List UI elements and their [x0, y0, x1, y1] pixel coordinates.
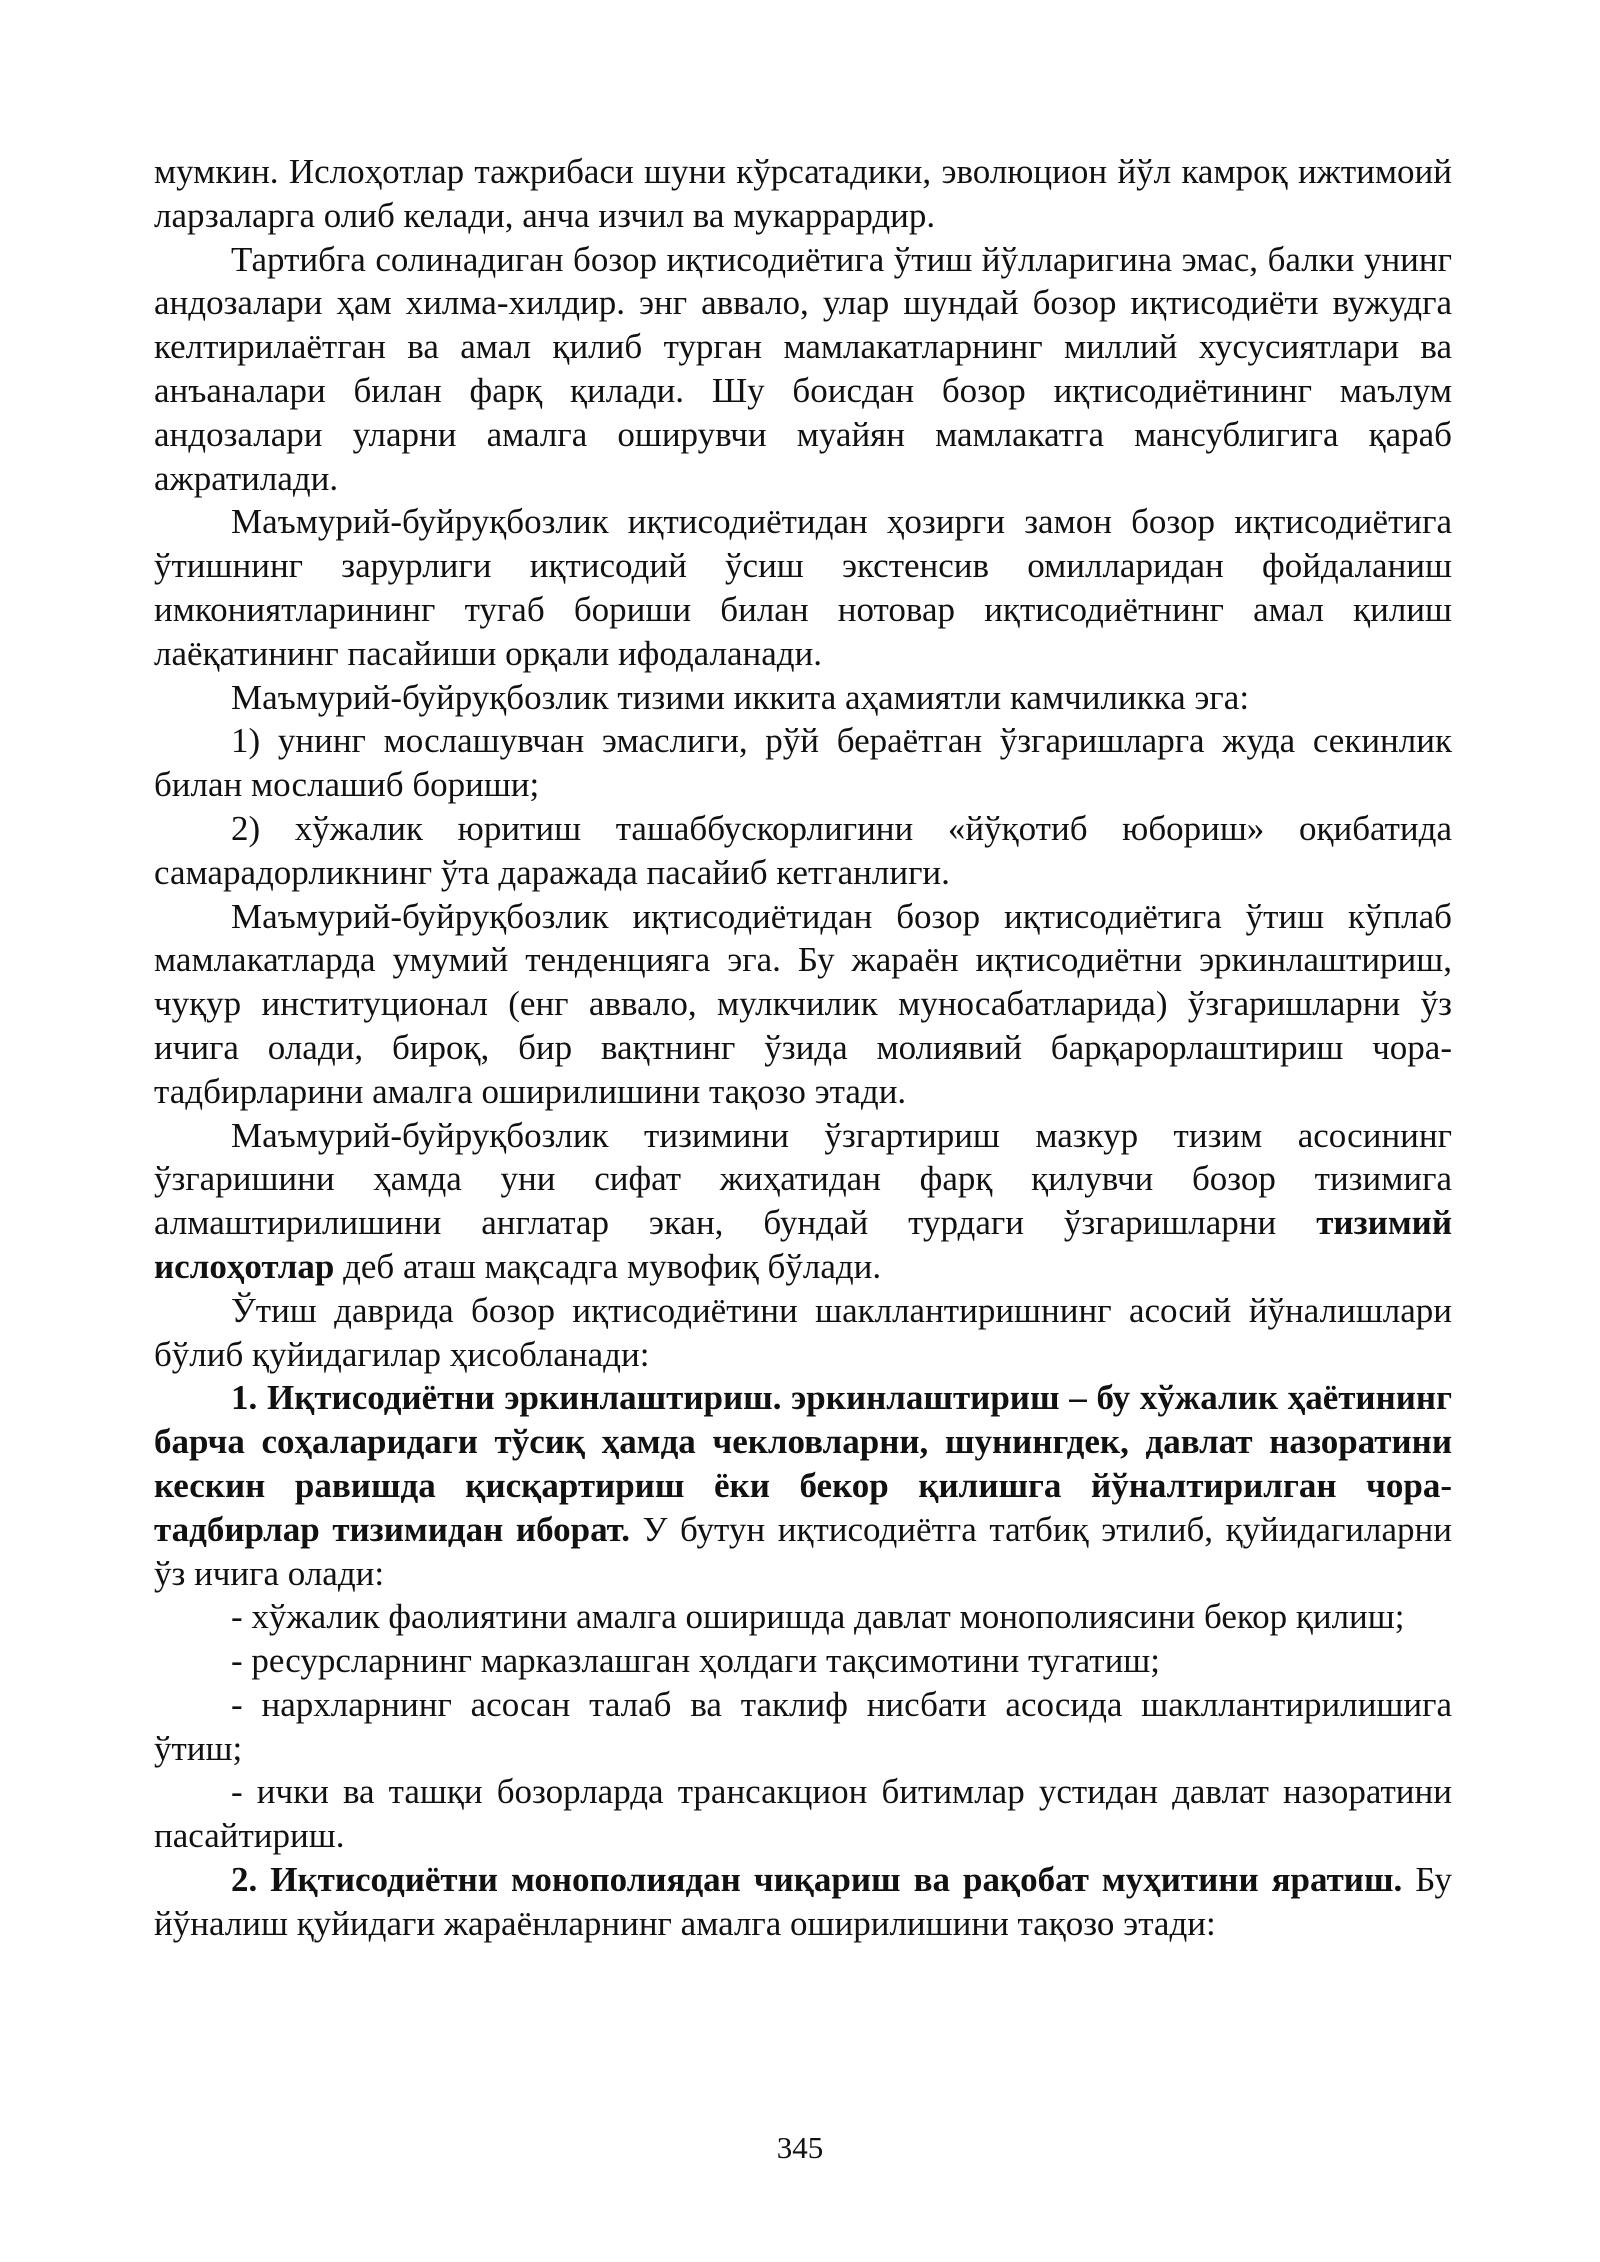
paragraph-text: деб аташ мақсадга мувофиқ бўлади. — [334, 1246, 882, 1286]
document-body — [154, 150, 1452, 1946]
paragraph: Маъмурий-буйруқбозлик иқтисодиётидан ҳозирги замон бозор иқтисодиётига ўтишнинг зарурлиги иқтисодий ўсиш экстенсив омилларидан фойдаланиш имкониятларининг тугаб бориши билан нотовар иқтисодиётнинг амал қилиш лаёқатининг пасайиши орқали ифодаланади. — [154, 502, 1452, 673]
list-item: - ресурсларнинг марказлашган ҳолдаги тақсимотини тугатиш; — [231, 1641, 1160, 1681]
paragraph: мумкин. Ислоҳотлар тажрибаси шуни кўрсатадики, эволюцион йўл камроқ ижтимоий ларзаларга олиб келади, анча изчил ва мукаррардир. — [154, 152, 1452, 235]
list-item: 2) хўжалик юритиш ташаббускорлигини «йўқотиб юбориш» оқибатида самарадорликнинг ўта даражада пасайиб кетганлиги. — [154, 808, 1452, 892]
list-item: 1) унинг мослашувчан эмаслиги, рўй бераётган ўзгаришларга жуда секинлик билан мослашиб бориши; — [154, 721, 1452, 805]
paragraph — [154, 1114, 1452, 1289]
list-item: - нархларнинг асосан талаб ва таклиф нисбати асосида шакллантирилишига ўтиш; — [154, 1684, 1452, 1768]
page-number: 345 — [776, 2130, 824, 2165]
paragraph-text: Бу йўналиш қуйидаги жараёнларнинг амалга оширилишини тақозо этади: — [154, 1860, 1452, 1943]
bold-term: тизимий ислоҳотлар — [154, 1203, 1452, 1286]
paragraph-text: У бутун иқтисодиётга татбиқ этилиб, қуйидагиларни ўз ичига олади: — [154, 1509, 1452, 1593]
paragraph: Маъмурий-буйруқбозлик тизими иккита аҳамиятли камчиликка эга: — [231, 677, 1250, 717]
list-item: - ички ва ташқи бозорларда трансакцион битимлар устидан давлат назоратини пасайтириш. — [154, 1772, 1452, 1856]
section-paragraph — [154, 1376, 1452, 1595]
section-paragraph — [154, 1858, 1452, 1946]
paragraph: Ўтиш даврида бозор иқтисодиётини шакллантиришнинг асосий йўналишлари бўлиб қуйидагилар ҳисобланади: — [154, 1290, 1452, 1374]
section-heading: 1. Иқтисодиётни эркинлаштириш. эркинлаштириш – бу хўжалик ҳаётининг барча соҳаларидаги тўсиқ ҳамда чекловларни, шунингдек, давлат назоратини кескин равишда қисқартириш ёки бекор қилишга йўналтирилган чора-тадбирлар тизимидан иборат. — [154, 1378, 1452, 1549]
paragraph: Маъмурий-буйруқбозлик иқтисодиётидан бозор иқтисодиётига ўтиш кўплаб мамлакатларда умумий тенденцияга эга. Бу жараён иқтисодиётни эркинлаштириш, чуқур институционал (енг аввало, мулкчилик муносабатларида) ўзгаришларни ўз ичига олади, бироқ, бир вақтнинг ўзида молиявий барқарорлаштириш чора-тадбирларини амалга оширилишини тақозо этади. — [154, 896, 1452, 1111]
paragraph-text: Маъмурий-буйруқбозлик тизимини ўзгартириш мазкур тизим асосининг ўзгаришини ҳамда уни сифат жиҳатидан фарқ қилувчи бозор тизимига алмаштирилишини англатар экан, бундай турдаги ўзгаришларни — [154, 1115, 1452, 1243]
section-heading: 2. Иқтисодиётни монополиядан чиқариш ва рақобат муҳитини яратиш. — [231, 1860, 1403, 1900]
list-item: - хўжалик фаолиятини амалга оширишда давлат монополиясини бекор қилиш; — [231, 1597, 1405, 1637]
paragraph: Тартибга солинадиган бозор иқтисодиётига ўтиш йўлларигина эмас, балки унинг андозалари ҳам хилма-хилдир. энг аввало, улар шундай бозор иқтисодиёти вужудга келтирилаётган ва амал қилиб турган мамлакатларнинг миллий хусусиятлари ва анъаналари билан фарқ қилади. Шу боисдан бозор иқтисодиётининг маълум андозалари уларни амалга оширувчи муайян мамлакатга мансублигига қараб ажратилади. — [154, 239, 1452, 498]
